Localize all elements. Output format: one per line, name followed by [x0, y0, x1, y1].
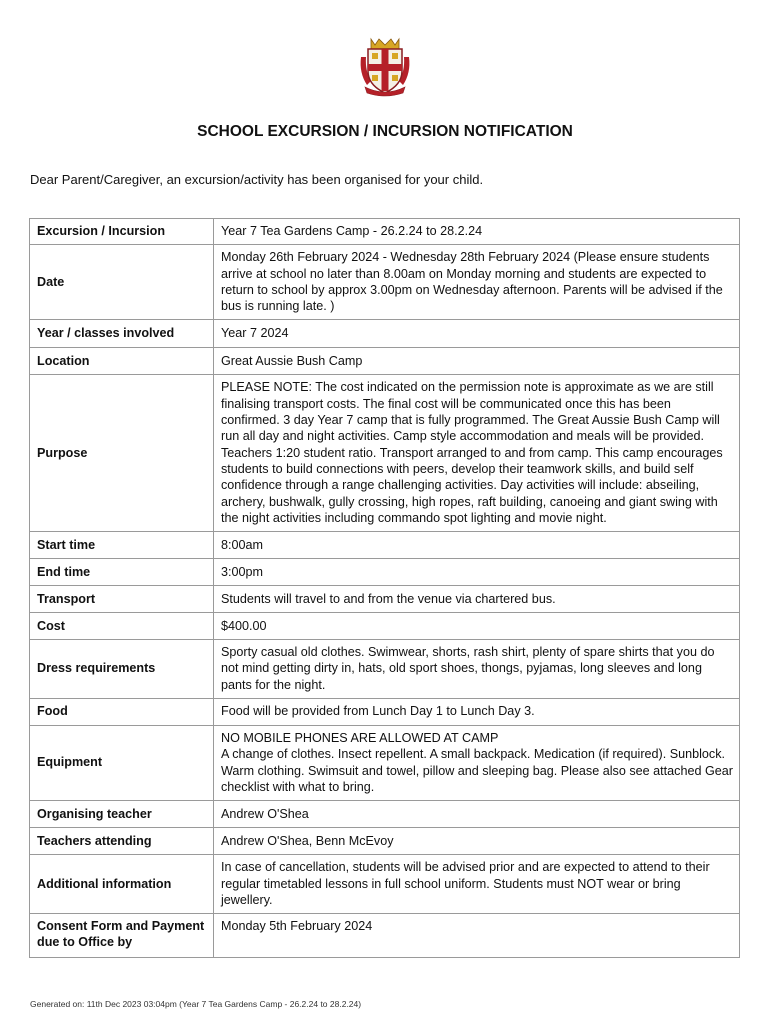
school-crest-icon — [357, 37, 413, 97]
row-label: Dress requirements — [30, 640, 214, 699]
row-label: Date — [30, 245, 214, 320]
row-label: Organising teacher — [30, 801, 214, 828]
excursion-details-table — [29, 218, 740, 958]
row-value: Andrew O'Shea — [214, 801, 740, 828]
row-value: Andrew O'Shea, Benn McEvoy — [214, 828, 740, 855]
row-value: Monday 26th February 2024 - Wednesday 28th February 2024 (Please ensure students arrive at school no later than 8.00am on Monday morning and students are expected to return to school by approx 3.00pm on Wednesday afternoon. Parents will be advised if the bus is running late. ) — [214, 245, 740, 320]
row-label: Cost — [30, 613, 214, 640]
row-label: Location — [30, 348, 214, 375]
table-row — [30, 559, 740, 586]
table-row — [30, 914, 740, 958]
table-row — [30, 219, 740, 245]
row-value: NO MOBILE PHONES ARE ALLOWED AT CAMP A change of clothes. Insect repellent. A small backpack. Medication (if required). Sunblock. Warm clothing. Swimsuit and towel, pillow and sleeping bag. Please also see attached Gear checklist with what to bring. — [214, 726, 740, 801]
row-label: Teachers attending — [30, 828, 214, 855]
row-value: PLEASE NOTE: The cost indicated on the permission note is approximate as we are still finalising transport costs. The final cost will be communicated once this has been confirmed. 3 day Year 7 camp that is fully programmed. The Great Aussie Bush Camp will run all day and night activities. Camp style accommodation and meals will be provided. Teachers 1:20 student ratio. Transport arranged to and from camp. This camp encourages students to build connections with peers, develop their teamwork skills, and build self confidence through a range challenging activities. Day activities will include: abseiling, archery, bushwalk, gully crossing, high ropes, raft building, canoeing and giant swing with the night activities including commando spot lighting and movie night. — [214, 375, 740, 532]
row-label: Transport — [30, 586, 214, 613]
row-label: Food — [30, 699, 214, 726]
table-row — [30, 726, 740, 801]
row-value: Sporty casual old clothes. Swimwear, shorts, rash shirt, plenty of spare shirts that you do not mind getting dirty in, hats, old sport shoes, thongs, pyjamas, long sleeves and long pants for the night. — [214, 640, 740, 699]
row-label: Additional information — [30, 855, 214, 914]
row-label: Year / classes involved — [30, 320, 214, 348]
table-row — [30, 699, 740, 726]
intro-text: Dear Parent/Caregiver, an excursion/activity has been organised for your child. — [30, 172, 484, 187]
table-row — [30, 855, 740, 914]
row-value: Food will be provided from Lunch Day 1 to Lunch Day 3. — [214, 699, 740, 726]
table-row — [30, 801, 740, 828]
table-row — [30, 586, 740, 613]
row-value: Year 7 Tea Gardens Camp - 26.2.24 to 28.2.24 — [214, 219, 740, 245]
row-label: Start time — [30, 532, 214, 559]
table-row — [30, 828, 740, 855]
row-value: Great Aussie Bush Camp — [214, 348, 740, 375]
row-value: $400.00 — [214, 613, 740, 640]
row-value: 8:00am — [214, 532, 740, 559]
table-row — [30, 320, 740, 348]
row-value: Monday 5th February 2024 — [214, 914, 740, 958]
generated-footer: Generated on: 11th Dec 2023 03:04pm (Year 7 Tea Gardens Camp - 26.2.24 to 28.2.24) — [30, 999, 362, 1009]
row-label: Equipment — [30, 726, 214, 801]
row-value: 3:00pm — [214, 559, 740, 586]
table-row — [30, 375, 740, 532]
table-row — [30, 640, 740, 699]
table-row — [30, 348, 740, 375]
table-row — [30, 245, 740, 320]
row-label: Excursion / Incursion — [30, 219, 214, 245]
row-label: Purpose — [30, 375, 214, 532]
table-row — [30, 613, 740, 640]
row-label: End time — [30, 559, 214, 586]
row-value: Year 7 2024 — [214, 320, 740, 348]
page-title: SCHOOL EXCURSION / INCURSION NOTIFICATION — [197, 123, 573, 140]
row-label: Consent Form and Payment due to Office by — [30, 914, 214, 958]
table-row — [30, 532, 740, 559]
row-value: Students will travel to and from the venue via chartered bus. — [214, 586, 740, 613]
row-value: In case of cancellation, students will be advised prior and are expected to attend to their regular timetabled lessons in full school uniform. Students must NOT wear or bring jewellery. — [214, 855, 740, 914]
